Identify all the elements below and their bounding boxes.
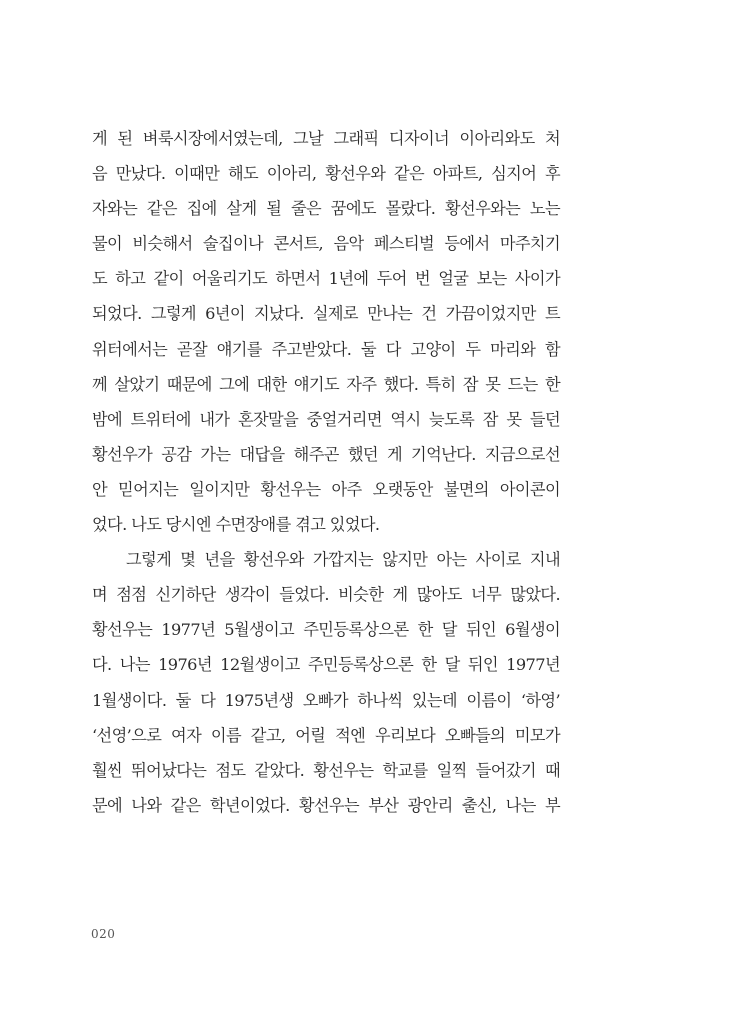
text-line: 되었다. 그렇게 6년이 지났다. 실제로 만나는 건 가끔이었지만 트 xyxy=(92,304,560,324)
text-line: 며 점점 신기하단 생각이 들었다. 비슷한 게 많아도 너무 많았다. xyxy=(92,585,560,605)
text-line: 그렇게 몇 년을 황선우와 가깝지는 않지만 아는 사이로 지내 xyxy=(126,550,560,570)
text-line: 음 만났다. 이때만 해도 이아리, 황선우와 같은 아파트, 심지어 후 xyxy=(92,164,560,184)
text-line: 문에 나와 같은 학년이었다. 황선우는 부산 광안리 출신, 나는 부 xyxy=(92,795,560,815)
paragraph-1 xyxy=(92,121,560,542)
text-line: 1월생이다. 둘 다 1975년생 오빠가 하나씩 있는데 이름이 ‘하영’ xyxy=(92,690,560,710)
body-text xyxy=(92,121,560,823)
text-line: 게 된 벼룩시장에서였는데, 그날 그래픽 디자이너 이아리와도 처 xyxy=(92,129,560,148)
text-line: 위터에서는 곧잘 얘기를 주고받았다. 둘 다 고양이 두 마리와 함 xyxy=(92,339,560,359)
page-number: 020 xyxy=(91,927,116,941)
paragraph-2 xyxy=(92,542,560,823)
text-line: 도 하고 같이 어울리기도 하면서 1년에 두어 번 얼굴 보는 사이가 xyxy=(92,269,560,289)
text-line: 안 믿어지는 일이지만 황선우는 아주 오랫동안 불면의 아이콘이 xyxy=(92,479,560,499)
text-line: 께 살았기 때문에 그에 대한 얘기도 자주 했다. 특히 잠 못 드는 한 xyxy=(92,374,560,394)
text-line: ‘선영’으로 여자 이름 같고, 어릴 적엔 우리보다 오빠들의 미모가 xyxy=(92,725,560,745)
text-line: 다. 나는 1976년 12월생이고 주민등록상으론 한 달 뒤인 1977년 xyxy=(92,655,560,675)
text-line: 물이 비슷해서 술집이나 콘서트, 음악 페스티벌 등에서 마주치기 xyxy=(92,234,560,254)
text-line: 었다. 나도 당시엔 수면장애를 겪고 있었다. xyxy=(92,515,380,535)
text-line: 황선우가 공감 가는 대답을 해주곤 했던 게 기억난다. 지금으로선 xyxy=(92,444,560,464)
text-line: 훨씬 뛰어났다는 점도 같았다. 황선우는 학교를 일찍 들어갔기 때 xyxy=(92,760,560,780)
text-line: 밤에 트위터에 내가 혼잣말을 중얼거리면 역시 늦도록 잠 못 들던 xyxy=(92,409,560,429)
text-line: 자와는 같은 집에 살게 될 줄은 꿈에도 몰랐다. 황선우와는 노는 xyxy=(92,199,560,219)
text-line: 황선우는 1977년 5월생이고 주민등록상으론 한 달 뒤인 6월생이 xyxy=(92,620,560,640)
